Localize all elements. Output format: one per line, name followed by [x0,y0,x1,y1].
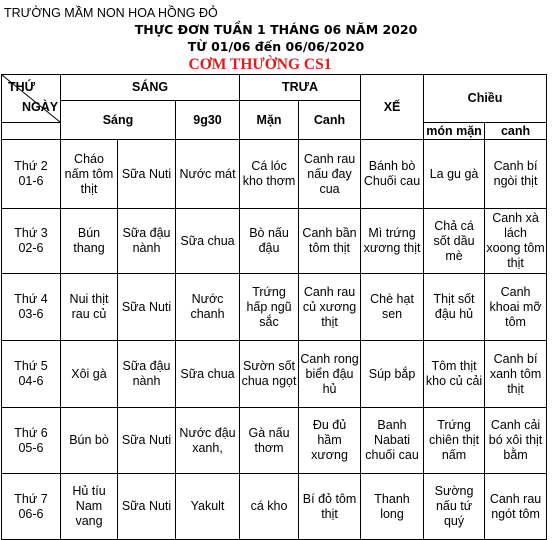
menu-cell: Nui thịt rau củ [61,274,118,341]
menu-cell: Súp bắp [361,341,424,408]
date-range: TỪ 01/06 đến 06/06/2020 [187,39,365,54]
trua-group-header: TRƯA [240,75,361,101]
sang-header: Sáng [61,101,176,140]
menu-cell: Canh bí ngòi thịt [485,140,547,209]
table-row [2,274,547,341]
menu-cell: Canh bí xanh tôm thịt [485,341,547,408]
menu-cell: Canh rau ngót tôm [485,474,547,540]
menu-cell: Hủ tíu Nam vang [61,474,118,540]
menu-cell: Bí đỏ tôm thịt [299,474,361,540]
menu-cell: Canh cải bó xôi thịt bằm [485,408,547,474]
table-row [2,341,547,408]
day-cell: Thứ 3 02-6 [2,209,61,274]
day-cell: Thứ 5 04-6 [2,341,61,408]
menu-cell: Nước chanh [176,274,240,341]
menu-cell: Canh bần tôm thịt [299,209,361,274]
menu-cell: Trứng chiên thịt nấm [424,408,485,474]
day-cell: Thứ 7 06-6 [2,474,61,540]
menu-cell: Canh khoai mỡ tôm [485,274,547,341]
day-cell: Thứ 4 03-6 [2,274,61,341]
school-name: TRƯỜNG MẦM NON HOA HỒNG ĐỎ [4,6,218,20]
menu-cell: Canh rau nấu đay cua [299,140,361,209]
menu-cell: Bún bò [61,408,118,474]
menu-cell: Gà nấu thơm [240,408,299,474]
menu-cell: Trứng hấp ngũ sắc [240,274,299,341]
menu-title: THỰC ĐƠN TUẦN 1 THÁNG 06 NĂM 2020 [134,22,418,37]
weekly-menu-table [1,74,547,540]
menu-cell: Bún thang [61,209,118,274]
menu-cell: Tôm thịt kho củ cải [424,341,485,408]
menu-cell: Sữa chua [176,209,240,274]
menu-cell: Bò nấu đậu [240,209,299,274]
menu-cell: La gu gà [424,140,485,209]
table-row [2,140,547,209]
menu-cell: Nước đậu xanh, [176,408,240,474]
menu-cell: Thịt sốt đậu hủ [424,274,485,341]
menu-cell: Sữa đậu nành [118,209,176,274]
mon-man-header: món mặn [424,123,485,140]
chieu-group-header: Chiều [424,75,547,123]
menu-cell: Canh xà lách xoong tôm thịt [485,209,547,274]
xe-header: XẾ [361,75,424,140]
day-cell: Thứ 6 05-6 [2,408,61,474]
thu-label: THỨ [8,80,36,94]
menu-cell: Nước mát [176,140,240,209]
menu-cell: Chả cá sốt dầu mè [424,209,485,274]
menu-cell: Cá lóc kho thơm [240,140,299,209]
menu-cell: Cháo nấm tôm thịt [61,140,118,209]
menu-cell: Mì trứng xương thịt [361,209,424,274]
menu-cell: Sữa chua [176,341,240,408]
menu-cell: cá kho [240,474,299,540]
table-row [2,474,547,540]
menu-cell: Sữa Nuti [118,140,176,209]
sang-group-header: SÁNG [61,75,240,101]
menu-cell: Thanh long [361,474,424,540]
menu-cell: Chè hạt sen [361,274,424,341]
ngay-label: NGÀY [22,100,59,114]
menu-cell: Sữa Nuti [118,408,176,474]
menu-cell: Banh Nabati chuối cau [361,408,424,474]
g930-header: 9g30 [176,101,240,140]
menu-cell: Canh rau củ xương thịt [299,274,361,341]
day-header-cell [2,75,61,123]
canh-header: Canh [299,101,361,140]
table-row [2,209,547,274]
day-cell: Thứ 2 01-6 [2,140,61,209]
menu-cell: Sữa Nuti [118,274,176,341]
menu-cell: Canh rong biển đậu hủ [299,341,361,408]
menu-cell: Sường nấu tứ quý [424,474,485,540]
menu-cell: Sữa đậu nành [118,341,176,408]
chieu-canh-header: canh [485,123,547,140]
table-row [2,408,547,474]
menu-cell: Sữa Nuti [118,474,176,540]
menu-cell: Bánh bò Chuối cau [361,140,424,209]
menu-cell: Sườn sốt chua ngọt [240,341,299,408]
menu-cell: Yakult [176,474,240,540]
menu-cell: Đu đủ hầm xương [299,408,361,474]
menu-subtitle: CƠM THƯỜNG CS1 [188,56,332,73]
man-header: Mặn [240,101,299,140]
menu-cell: Xôi gà [61,341,118,408]
